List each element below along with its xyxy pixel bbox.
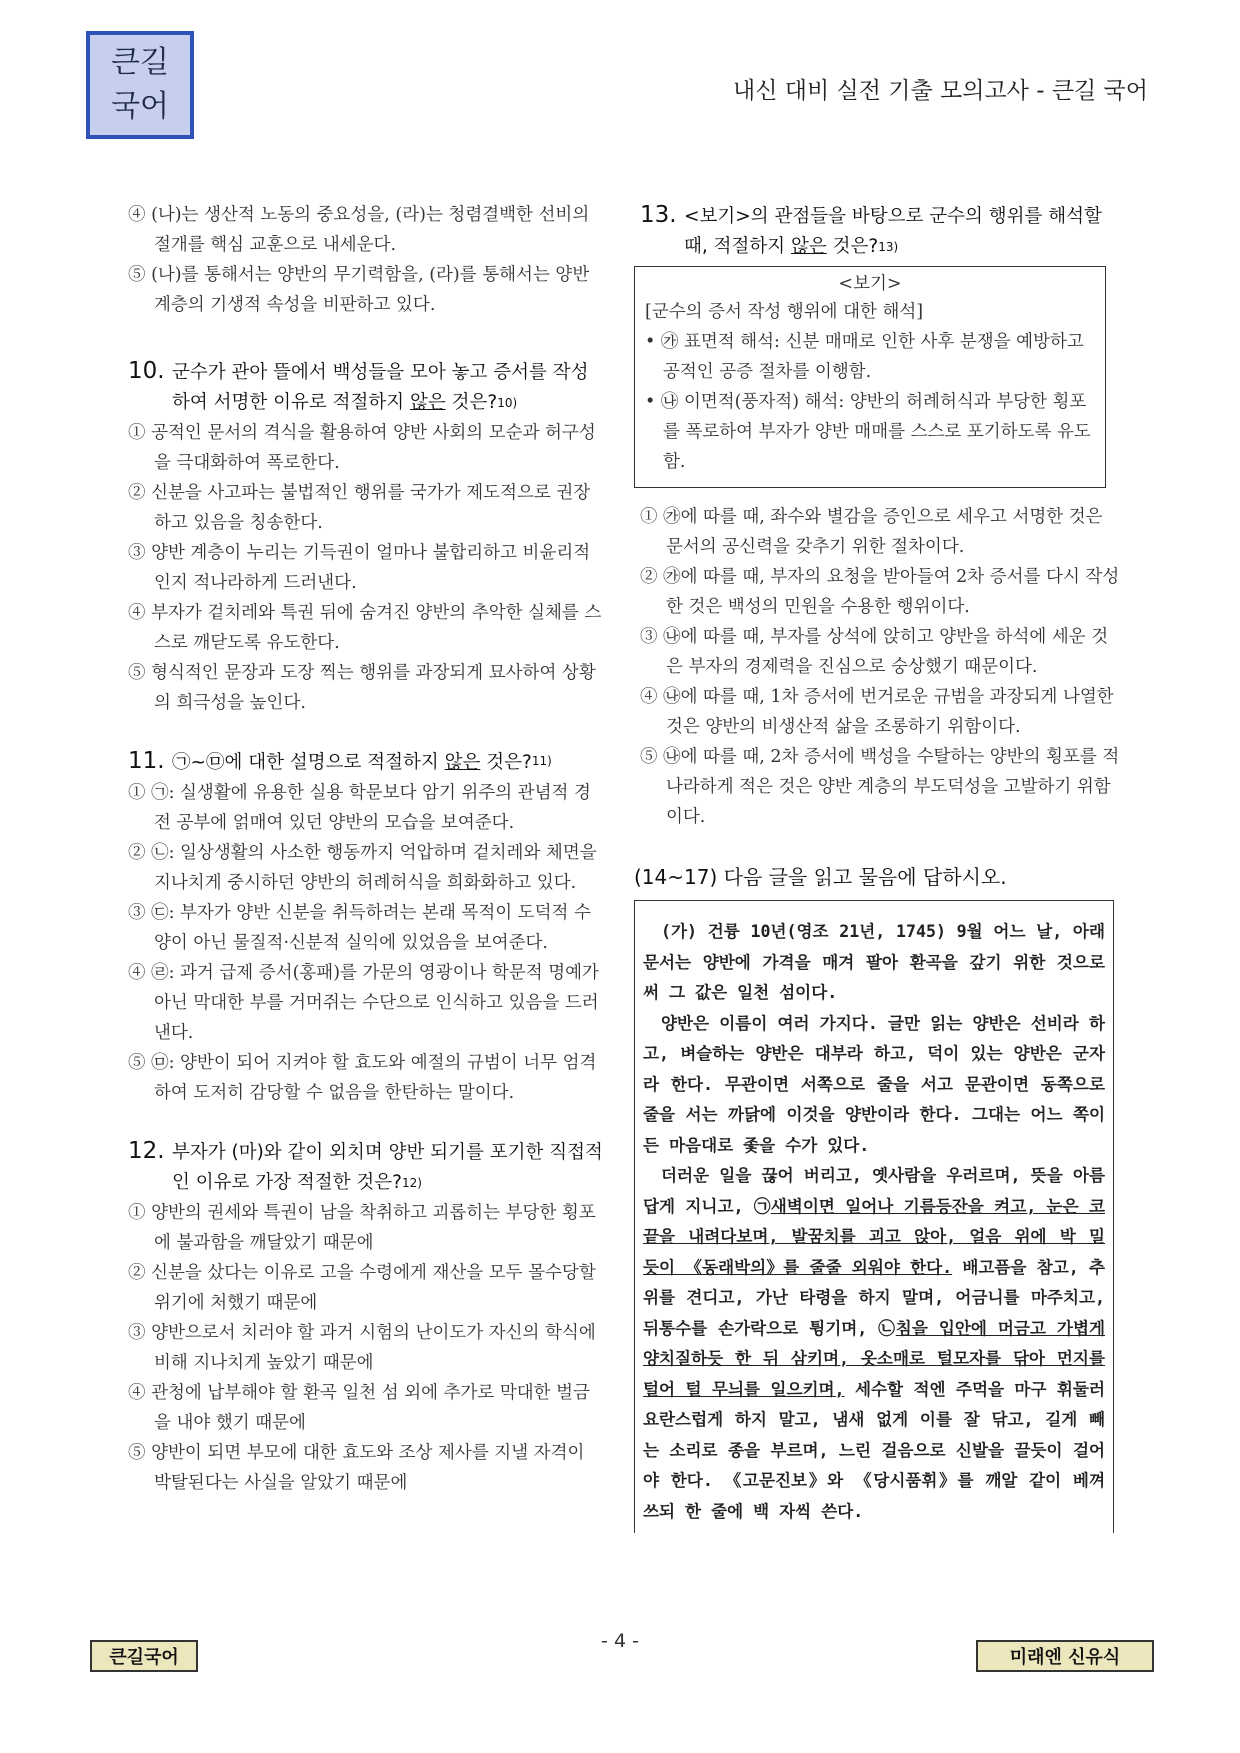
q12-choice-3: ③ 양반으로서 치러야 할 과거 시험의 난이도가 자신의 학식에 비해 지나치게 높았기 때문에	[128, 1323, 596, 1373]
question-10-stem: 10. 군수가 관아 뜰에서 백성들을 모아 놓고 증서를 작성하여 서명한 이유로 적절하지 않은 것은?$^{10)}$	[128, 358, 589, 413]
logo	[86, 31, 194, 139]
q13-choice-1: ① ㉮에 따를 때, 좌수와 별감을 증인으로 세우고 서명한 것은 문서의 공신력을 갖추기 위한 절차이다.	[640, 507, 1103, 557]
bogi-item: • ㉮ 표면적 해석: 신분 매매로 인한 사후 분쟁을 예방하고 공적인 공증 절차를 이행함.	[645, 332, 1084, 382]
q11-choice-2: ② ㉡: 일상생활의 사소한 행동까지 억압하며 겉치레와 체면을 지나치게 중시하던 양반의 허례허식을 희화화하고 있다.	[128, 843, 597, 893]
q11-choice-3: ③ ㉢: 부자가 양반 신분을 취득하려는 본래 목적이 도덕적 수양이 아닌 물질적·신분적 실익에 있었음을 보여준다.	[128, 903, 591, 953]
question-number: 13.	[640, 202, 677, 228]
q10-choice-4: ④ 부자가 겉치레와 특권 뒤에 숨겨진 양반의 추악한 실체를 스스로 깨닫도록 유도한다.	[128, 603, 602, 653]
q10-choice-3: ③ 양반 계층이 누리는 기득권이 얼마나 불합리하고 비윤리적인지 적나라하게 드러낸다.	[128, 543, 591, 593]
q12-choice-2: ② 신분을 샀다는 이유로 고을 수령에게 재산을 모두 몰수당할 위기에 처했기 때문에	[128, 1263, 596, 1313]
q11-choice-4: ④ ㉣: 과거 급제 증서(홍패)를 가문의 영광이나 학문적 명예가 아닌 막대한 부를 거머쥐는 수단으로 인식하고 있음을 드러낸다.	[128, 963, 599, 1043]
mark-2: ㉡	[878, 1318, 896, 1338]
right-column	[634, 200, 1120, 1533]
q10-choice-1: ① 공적인 문서의 격식을 활용하여 양반 사회의 모순과 허구성을 극대화하여 폭로한다.	[128, 423, 596, 473]
logo-line2: 국어	[111, 89, 169, 124]
q10-choice-5: ⑤ 형식적인 문장과 도장 찍는 행위를 과장되게 묘사하여 상황의 희극성을 높인다.	[128, 663, 596, 713]
q10-choice-2: ② 신분을 사고파는 불법적인 행위를 국가가 제도적으로 권장하고 있음을 칭송한다.	[128, 483, 591, 533]
prev-choice-4: ④ (나)는 생산적 노동의 중요성을, (라)는 청렴결백한 선비의 절개를 핵심 교훈으로 내세운다.	[128, 205, 590, 255]
page-number: - 4 -	[601, 1630, 639, 1652]
logo-line1: 큰길	[111, 45, 169, 80]
question-number: 10.	[128, 358, 165, 384]
footer-source-badge: 미래엔 신유식	[976, 1640, 1154, 1672]
underlined-text-2: 침을 입안에 머금고 가볍게 양치질하듯 한 뒤 삼키며, 옷소매로 털모자를 닦아 먼지를 털어 털 무늬를 일으키며,	[643, 1318, 1105, 1399]
passage-paragraph: 더러운 일을 끊어 버리고, 옛사람을 우러르며, 뜻을 아름답게 지니고, ㉠새벽이면 일어나 기름등잔을 켜고, 눈은 코끝을 내려다보며, 발꿈치를 괴고 앉아, 얼음 위에 박 밀 듯이 《동래박의》를 줄줄 외워야 한다. 배고픔을 참고, 추위를 견디고, 가난 타령을 하지 말며, 어금니를 마주치고, 뒤통수를 손가락으로 튕기며, ㉡침을 입안에 머금고 가볍게 양치질하듯 한 뒤 삼키며, 옷소매로 털모자를 닦아 먼지를 털어 털 무늬를 일으키며, 세수할 적엔 주먹을 마구 휘둘러 요란스럽게 하지 말고, 냄새 없게 이를 잘 닦고, 길게 빼는 소리로 종을 부르며, 느린 걸음으로 신발을 끌듯이 걸어야 한다. 《고문진보》와 《당시품휘》를 깨알 같이 베껴 쓰되 한 줄에 백 자씩 쓴다.	[643, 1166, 1105, 1521]
reading-passage	[634, 900, 1114, 1533]
mark-1: ㉠	[753, 1196, 771, 1216]
passage-paragraph: 양반은 이름이 여러 가지다. 글만 읽는 양반은 선비라 하고, 벼슬하는 양반은 대부라 하고, 덕이 있는 양반은 군자라 한다. 무관이면 서쪽으로 줄을 서고 문관이면 동쪽으로 줄을 서는 까닭에 이것을 양반이라 한다. 그대는 어느 쪽이든 마음대로 좇을 수가 있다.	[643, 1013, 1105, 1155]
q12-choice-1: ① 양반의 권세와 특권이 남을 착취하고 괴롭히는 부당한 횡포에 불과함을 깨달았기 때문에	[128, 1203, 596, 1253]
q12-choice-4: ④ 관청에 납부해야 할 환곡 일천 섬 외에 추가로 막대한 벌금을 내야 했기 때문에	[128, 1383, 590, 1433]
left-column	[128, 200, 603, 1498]
passage-paragraph: (가) 건륭 10년(영조 21년, 1745) 9월 어느 날, 아래 문서는 양반에 가격을 매겨 팔아 환곡을 갚기 위한 것으로써 그 값은 일천 섬이다.	[643, 922, 1105, 1002]
prev-choice-5: ⑤ (나)를 통해서는 양반의 무기력함을, (라)를 통해서는 양반 계층의 기생적 속성을 비판하고 있다.	[128, 265, 590, 315]
q13-choice-2: ② ㉮에 따를 때, 부자의 요청을 받아들여 2차 증서를 다시 작성한 것은 백성의 민원을 수용한 행위이다.	[640, 567, 1120, 617]
bogi-item: • ㉯ 이면적(풍자적) 해석: 양반의 허례허식과 부당한 횡포를 폭로하여 부자가 양반 매매를 스스로 포기하도록 유도함.	[645, 392, 1091, 472]
bogi-title: <보기>	[838, 274, 902, 294]
section-title: (14~17) 다음 글을 읽고 물음에 답하시오.	[634, 865, 1007, 889]
question-number: 11.	[128, 748, 165, 774]
question-12-stem: 12. 부자가 (마)와 같이 외치며 양반 되기를 포기한 직접적인 이유로 가장 적절한 것은?$^{12)}$	[128, 1138, 603, 1193]
q13-choice-4: ④ ㉯에 따를 때, 1차 증서에 번거로운 규범을 과장되게 나열한 것은 양반의 비생산적 삶을 조롱하기 위함이다.	[640, 687, 1114, 737]
q11-choice-5: ⑤ ㉤: 양반이 되어 지켜야 할 효도와 예절의 규범이 너무 엄격하여 도저히 감당할 수 없음을 한탄하는 말이다.	[128, 1053, 597, 1103]
question-13-stem: 13. <보기>의 관점들을 바탕으로 군수의 행위를 해석할 때, 적절하지 않은 것은?$^{13)}$	[640, 202, 1102, 257]
underlined-text-1: 새벽이면 일어나 기름등잔을 켜고, 눈은 코끝을 내려다보며, 발꿈치를 괴고 앉아, 얼음 위에 박 밀 듯이 《동래박의》를 줄줄 외워야 한다.	[643, 1196, 1105, 1277]
bogi-heading: [군수의 증서 작성 행위에 대한 해석]	[645, 302, 924, 322]
q12-choice-5: ⑤ 양반이 되면 부모에 대한 효도와 조상 제사를 지낼 자격이 박탈된다는 사실을 알았기 때문에	[128, 1443, 585, 1493]
question-number: 12.	[128, 1138, 165, 1164]
q11-choice-1: ① ㉠: 실생활에 유용한 실용 학문보다 암기 위주의 관념적 경전 공부에 얽매여 있던 양반의 모습을 보여준다.	[128, 783, 591, 833]
question-11-stem: 11. ㉠~㉤에 대한 설명으로 적절하지 않은 것은?$^{11)}$	[128, 748, 552, 774]
bogi-box	[634, 266, 1106, 488]
q13-choice-5: ⑤ ㉯에 따를 때, 2차 증서에 백성을 수탈하는 양반의 횡포를 적나라하게 적은 것은 양반 계층의 부도덕성을 고발하기 위함이다.	[640, 747, 1120, 827]
page-title: 내신 대비 실전 기출 모의고사 - 큰길 국어	[733, 78, 1148, 104]
q13-choice-3: ③ ㉯에 따를 때, 부자를 상석에 앉히고 양반을 하석에 세운 것은 부자의 경제력을 진심으로 숭상했기 때문이다.	[640, 627, 1109, 677]
footer-brand-badge: 큰길국어	[90, 1640, 198, 1672]
